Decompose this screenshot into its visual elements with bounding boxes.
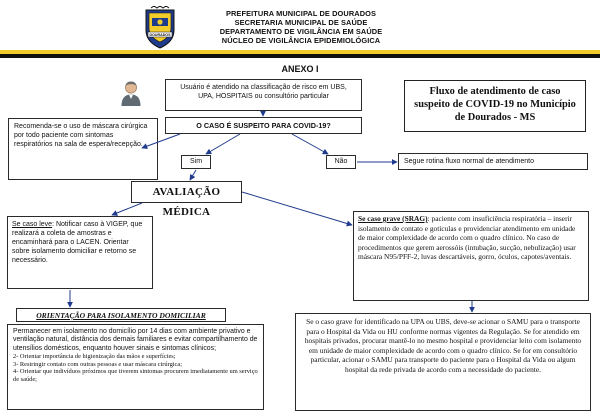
arrow-evaluation-mild xyxy=(112,203,142,215)
header-line: SECRETARIA MUNICIPAL DE SAÚDE xyxy=(234,18,368,27)
mild-case-text: : Notificar caso à VIGEP, que realizará a coleta de amostras e encaminhará para o LACEN. Orientar sobre isolamento domiciliar e retorno se necessário. xyxy=(12,221,143,264)
orientation-box xyxy=(7,324,264,410)
severe-transfer-box: Se o caso grave for identificado na UPA ou UBS, deve-se acionar o SAMU para o transporte para o Hospital da Vida ou HU conforme normas vigentes da Regulação. Se for atendido em hospitais privados, procurar mantê-lo no mesmo hospital e providenciar leito com isolamento em unidade de maior complexidade de acordo com o quadro clínico. Se for em consultório particular, acionar o SAMU para transporte do paciente para o Hospital da Vida ou algum hospital da rede privada de acordo com a necessidade do paciente. xyxy=(295,313,591,411)
medical-evaluation-box: AVALIAÇÃO MÉDICA xyxy=(131,181,242,203)
arrow-yes-evaluation xyxy=(190,170,196,180)
severe-case-text: : paciente com insuficiência respiratória – inserir isolamento de contato e gotículas e providenciar atendimento em unidade de maior complexidade de acordo com o quadro clínico. No caso de procedimentos que gerem aerossóis (intubação, sucção, nebulização) usar máscara N95/PFF-2, luvas descartáveis, gorro, óculos, capotes/aventais. xyxy=(358,214,576,261)
orientation-item: 3- Restringir contato com outras pessoas e usar máscara cirúrgica; xyxy=(13,360,182,368)
person-avatar-icon xyxy=(120,80,142,106)
mask-recommendation-box: Recomenda-se o uso de máscara cirúrgica por todo paciente com sintomas respiratórios na sala de espera/recepção. xyxy=(8,118,158,180)
mild-case-label: Se caso leve xyxy=(12,221,53,228)
header-line: NÚCLEO DE VIGILÂNCIA EPIDEMIOLÓGICA xyxy=(221,36,381,45)
arrow-question-no xyxy=(292,134,328,154)
patient-intake-box: Usuário é atendido na classificação de risco em UBS, UPA, HOSPITAIS ou consultório particular xyxy=(165,79,362,111)
severe-case-label: Se caso grave (SRAG) xyxy=(358,214,428,223)
mild-case-box xyxy=(7,216,153,289)
annex-title: ANEXO I xyxy=(281,64,319,74)
header-line: PREFEITURA MUNICIPAL DE DOURADOS xyxy=(225,9,377,18)
arrow-evaluation-severe xyxy=(242,192,352,225)
crest-label: DOURADOS xyxy=(149,33,171,37)
municipal-crest-icon xyxy=(143,6,177,50)
header-band-black xyxy=(0,54,600,58)
orientation-main: Permanecer em isolamento no domicílio por 14 dias com ambiente privativo e ventilação natural, distância dos demais familiares e evitar compartilhamento de utensílios domésticos, enquanto houver sinais e sintomas clínicos; xyxy=(13,328,258,352)
yes-box: Sim xyxy=(181,155,211,169)
flow-title: Fluxo de atendimento de caso suspeito de COVID-19 no Município de Dourados - MS xyxy=(404,80,586,132)
header-line: DEPARTAMENTO DE VIGILÂNCIA EM SAÚDE xyxy=(219,27,383,36)
orientation-item: 4- Orientar que indivíduos próximos que tiverem sintomas procurem imediatamente um serviço de saúde; xyxy=(13,368,258,383)
severe-case-box xyxy=(353,211,589,301)
header-text xyxy=(206,9,396,45)
routine-box: Segue rotina fluxo normal de atendimento xyxy=(398,153,588,170)
orientation-item: 2- Orientar importância de higienização das mãos e superfícies; xyxy=(13,353,176,361)
no-box: Não xyxy=(326,155,356,169)
orientation-title: ORIENTAÇÃO PARA ISOLAMENTO DOMICILIAR xyxy=(16,308,226,322)
arrow-question-yes xyxy=(206,134,240,154)
suspect-question-box: O CASO É SUSPEITO PARA COVID-19? xyxy=(165,117,362,134)
